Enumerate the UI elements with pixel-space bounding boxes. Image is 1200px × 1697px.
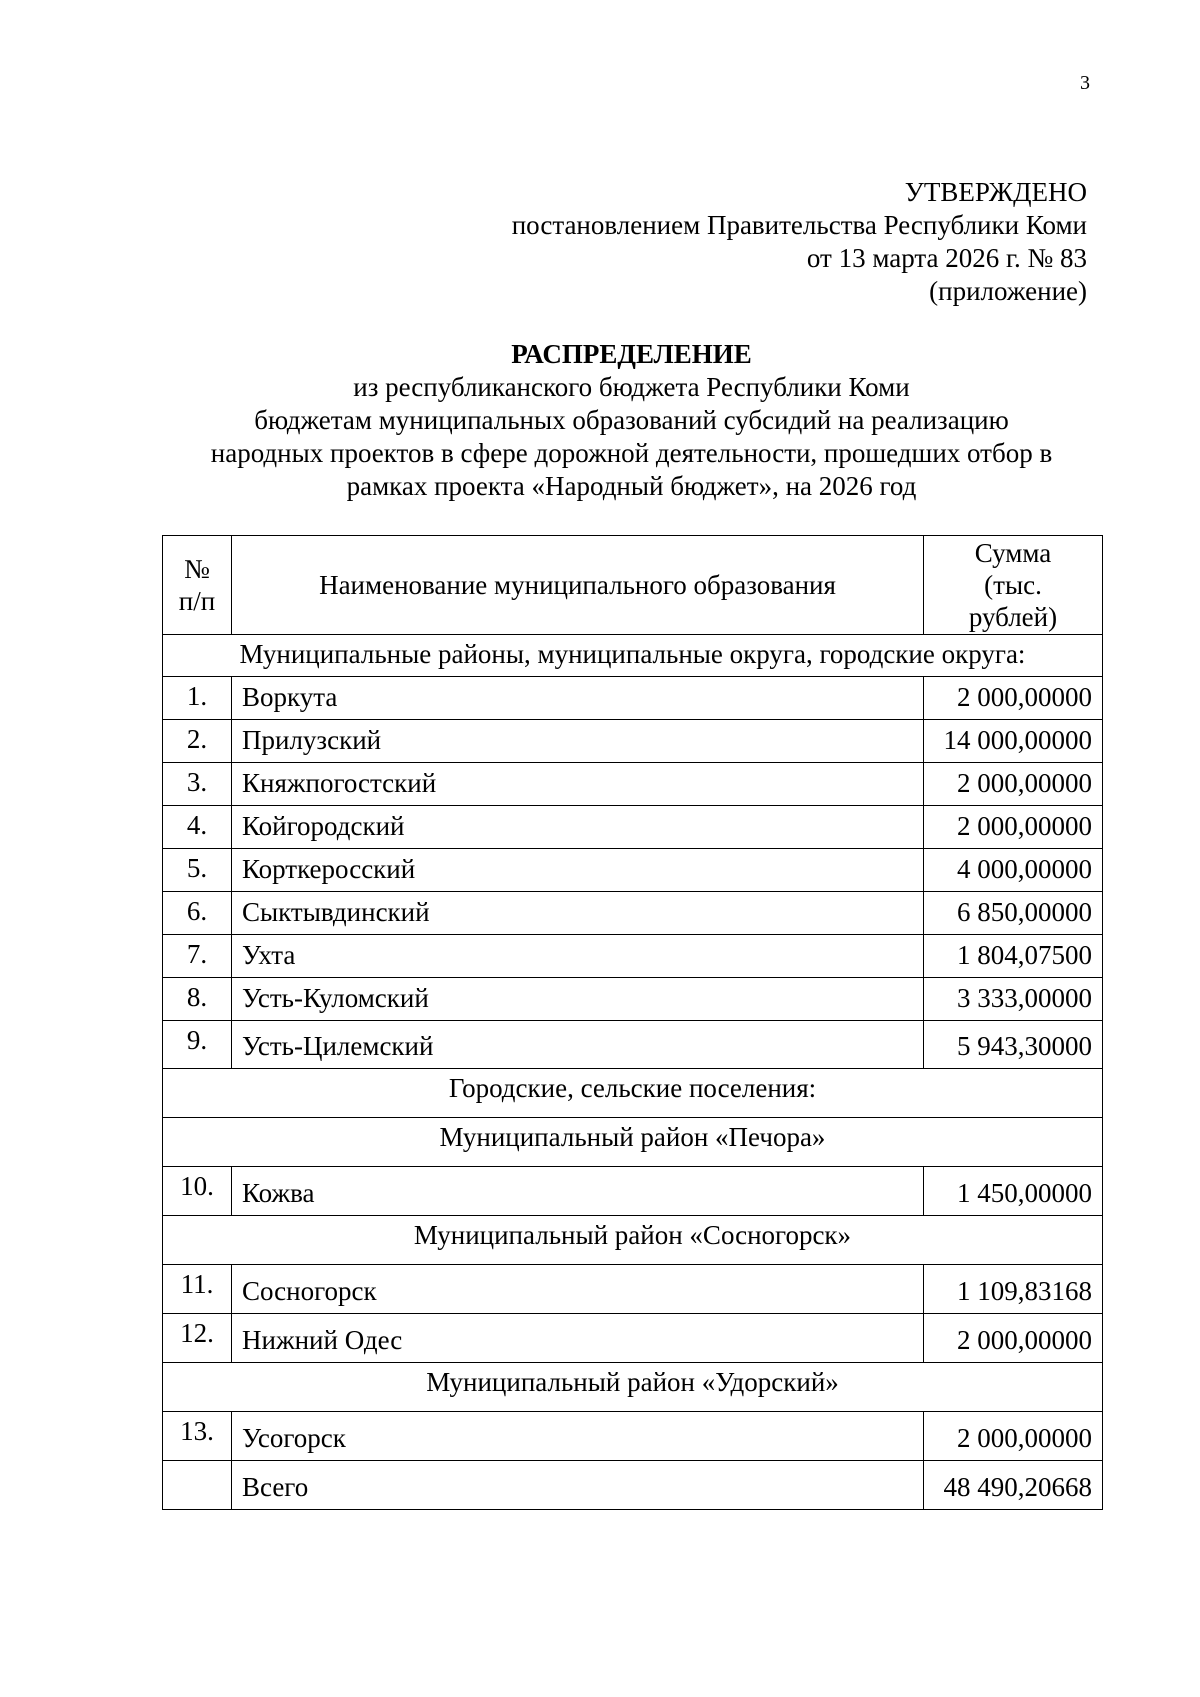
subsection-row [163, 1216, 1103, 1265]
row-num: 12. [163, 1314, 232, 1363]
table-row [163, 892, 1103, 935]
row-name: Усогорск [232, 1412, 924, 1461]
row-name: Княжпогостский [232, 763, 924, 806]
row-num: 8. [163, 978, 232, 1021]
row-num: 11. [163, 1265, 232, 1314]
table-row [163, 1167, 1103, 1216]
header-sum-line-3: рублей) [968, 602, 1058, 632]
header-sum [924, 536, 1103, 635]
row-name: Нижний Одес [232, 1314, 924, 1363]
title-line-1: из республиканского бюджета Республики Коми [353, 372, 910, 402]
row-num: 10. [163, 1167, 232, 1216]
section-row [163, 635, 1103, 677]
total-sum: 48 490,20668 [924, 1461, 1103, 1510]
header-num [163, 536, 232, 635]
row-sum: 2 000,00000 [924, 677, 1103, 720]
header-name: Наименование муниципального образования [232, 536, 924, 635]
row-name: Сосногорск [232, 1265, 924, 1314]
subsection-row [163, 1118, 1103, 1167]
header-sum-line-2: (тыс. [984, 570, 1042, 600]
approval-block [512, 176, 1087, 308]
subsection-udorsky: Муниципальный район «Удорский» [163, 1363, 1103, 1412]
row-name: Усть-Цилемский [232, 1021, 924, 1069]
subsection-row [163, 1363, 1103, 1412]
row-sum: 2 000,00000 [924, 1412, 1103, 1461]
document-title [0, 338, 1200, 503]
page-number: 3 [1080, 72, 1090, 94]
subsection-sosnogorsk: Муниципальный район «Сосногорск» [163, 1216, 1103, 1265]
document-heading: РАСПРЕДЕЛЕНИЕ [511, 339, 752, 369]
total-label: Всего [232, 1461, 924, 1510]
approval-note: (приложение) [929, 276, 1087, 306]
subsection-pechora: Муниципальный район «Печора» [163, 1118, 1103, 1167]
table-row [163, 849, 1103, 892]
section-row [163, 1069, 1103, 1118]
row-num: 3. [163, 763, 232, 806]
row-name: Кожва [232, 1167, 924, 1216]
row-num: 13. [163, 1412, 232, 1461]
row-sum: 14 000,00000 [924, 720, 1103, 763]
approval-resolution: постановлением Правительства Республики Коми [511, 210, 1087, 240]
header-num-label: п/п [178, 586, 216, 616]
table-row [163, 806, 1103, 849]
section-districts: Муниципальные районы, муниципальные округа, городские округа: [163, 635, 1103, 677]
title-line-3: народных проектов в сфере дорожной деятельности, прошедших отбор в [210, 438, 1053, 468]
header-num-symbol: № [184, 554, 210, 584]
table-row [163, 935, 1103, 978]
row-sum: 6 850,00000 [924, 892, 1103, 935]
row-name: Ухта [232, 935, 924, 978]
total-num [163, 1461, 232, 1510]
table-header-row [163, 536, 1103, 635]
table-row [163, 978, 1103, 1021]
approval-date: от 13 марта 2026 г. № 83 [806, 243, 1087, 273]
table-row [163, 677, 1103, 720]
row-num: 7. [163, 935, 232, 978]
total-row [163, 1461, 1103, 1510]
row-sum: 3 333,00000 [924, 978, 1103, 1021]
table-row [163, 1412, 1103, 1461]
row-sum: 2 000,00000 [924, 763, 1103, 806]
section-settlements: Городские, сельские поселения: [163, 1069, 1103, 1118]
row-sum: 4 000,00000 [924, 849, 1103, 892]
title-line-4: рамках проекта «Народный бюджет», на 2026 год [346, 471, 917, 501]
row-name: Корткеросский [232, 849, 924, 892]
header-sum-line-1: Сумма [974, 538, 1052, 568]
table-row [163, 1021, 1103, 1069]
row-sum: 1 804,07500 [924, 935, 1103, 978]
row-name: Койгородский [232, 806, 924, 849]
row-num: 5. [163, 849, 232, 892]
row-num: 6. [163, 892, 232, 935]
title-line-2: бюджетам муниципальных образований субсидий на реализацию [254, 405, 1009, 435]
row-name: Усть-Куломский [232, 978, 924, 1021]
row-sum: 5 943,30000 [924, 1021, 1103, 1069]
row-name: Прилузский [232, 720, 924, 763]
table-row [163, 1314, 1103, 1363]
row-num: 4. [163, 806, 232, 849]
row-num: 2. [163, 720, 232, 763]
row-num: 9. [163, 1021, 232, 1069]
row-sum: 2 000,00000 [924, 1314, 1103, 1363]
row-name: Сыктывдинский [232, 892, 924, 935]
row-sum: 1 109,83168 [924, 1265, 1103, 1314]
approval-title: УТВЕРЖДЕНО [904, 177, 1087, 207]
row-num: 1. [163, 677, 232, 720]
row-sum: 2 000,00000 [924, 806, 1103, 849]
table-row [163, 720, 1103, 763]
row-sum: 1 450,00000 [924, 1167, 1103, 1216]
row-name: Воркута [232, 677, 924, 720]
distribution-table [162, 535, 1103, 1510]
table-row [163, 763, 1103, 806]
table-row [163, 1265, 1103, 1314]
